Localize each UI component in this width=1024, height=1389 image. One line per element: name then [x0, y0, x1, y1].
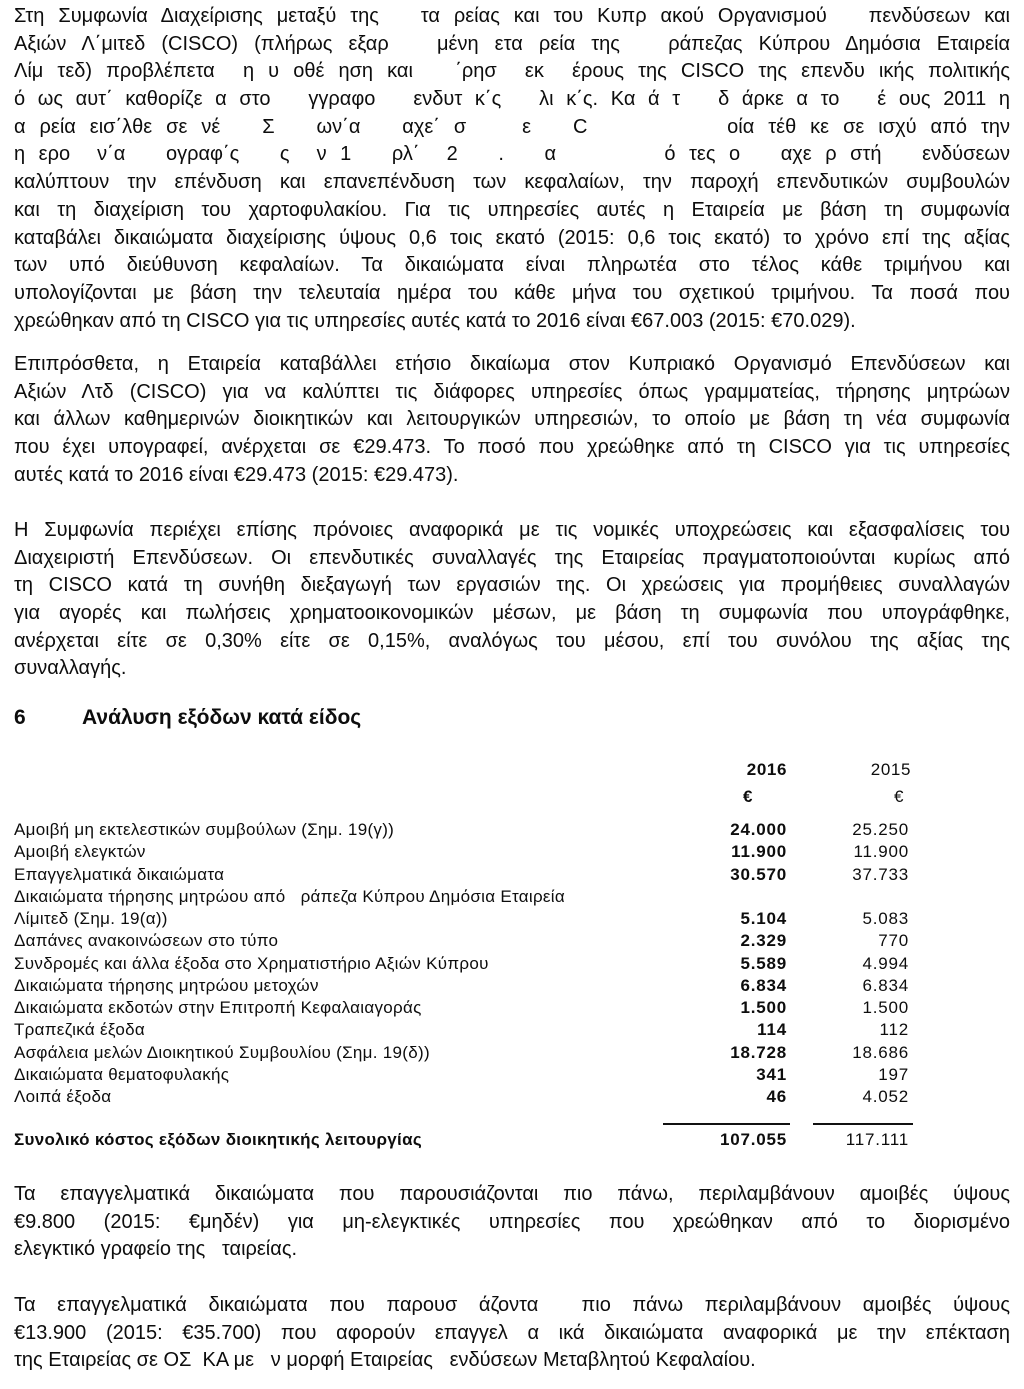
table-row	[14, 841, 1010, 863]
row-label: Δικαιώματα τήρησης μητρώου από ράπεζα Κύπρου Δημόσια Εταιρεία	[14, 886, 566, 906]
value-2015: 112	[879, 1020, 909, 1040]
paragraph-line: αυτές κατά το 2016 είναι €29.473 (2015: €29.473).	[14, 463, 459, 486]
column-header-2015: 2015	[870, 760, 911, 779]
value-2016: 1.500	[740, 998, 787, 1017]
value-2015: 770	[878, 931, 909, 951]
section-title: Ανάλυση εξόδων κατά είδος	[82, 706, 362, 729]
paragraph-line: και τη διαχείριση του χαρτοφυλακίου. Για τις υπηρεσίες αυτές η Εταιρεία με βάση τη συμφωνία	[14, 198, 1010, 221]
value-2016: 11.900	[731, 842, 787, 862]
table-row	[14, 1019, 1010, 1041]
currency-header-2016: €	[743, 787, 754, 806]
paragraph-line: υπολογίζονται με βάση την τελευταία ημέρα του κάθε μήνα του σχετικού τριμήνου. Τα ποσά που	[14, 281, 1010, 304]
column-currency-headers	[14, 787, 1010, 807]
paragraph-line: ελεγκτικό γραφείο της ταιρείας.	[14, 1238, 298, 1261]
table-row	[14, 953, 1010, 975]
value-2015: 11.900	[853, 842, 909, 862]
row-label: Λοιπά έξοδα	[14, 1087, 112, 1106]
table-row	[14, 1042, 1010, 1064]
paragraph-line: €13.900 (2015: €35.700) που αφορούν επαγγελ α ικά δικαιώματα αναφορικά με την επέκταση	[14, 1321, 1010, 1344]
total-label: Συνολικό κόστος εξόδων διοικητικής λειτουργίας	[14, 1130, 422, 1149]
section-heading	[14, 704, 1010, 732]
paragraph-line: Επιπρόσθετα, η Εταιρεία καταβάλλει ετήσιο δικαίωμα στον Κυπριακό Οργανισμό Επενδύσεων και	[14, 353, 1010, 375]
paragraph-line: καταβάλει δικαιώματα διαχείρισης ύψους 0,6 τοις εκατό (2015: 0,6 τοις εκατό) το χρόνο επί της αξίας	[14, 226, 1010, 249]
value-2016: 2.329	[740, 931, 787, 951]
row-label: Αμοιβή μη εκτελεστικών συμβούλων (Σημ. 19(γ))	[14, 820, 395, 839]
paragraph-line: Αξιών Λ΄μιτεδ (CISCO) (πλήρως εξαρ μένη ετα ρεία της ράπεζας Κύπρου Δημόσια Εταιρεία	[14, 32, 1010, 55]
column-year-headers	[14, 760, 1010, 780]
expense-table	[14, 819, 1010, 1108]
value-2016: 341	[756, 1064, 787, 1084]
paragraph-line: Τα επαγγελματικά δικαιώματα που παρουσ άζοντα πιο πάνω περιλαμβάνουν αμοιβές ύψους	[14, 1294, 1010, 1316]
table-row	[14, 886, 1010, 931]
paragraph-line: Η Συμφωνία περιέχει επίσης πρόνοιες αναφορικά με τις νομικές υποχρεώσεις και εξασφαλίσεις του	[14, 519, 1010, 541]
paragraph-line: α ρεία εισ΄λθε σε νέ Σ ων΄α αχε΄ σ ε C οία τέθ κε σε ισχύ από την	[14, 115, 1010, 138]
row-label: Επαγγελματικά δικαιώματα	[14, 864, 225, 884]
note-paragraph-expansion-fees	[14, 1292, 1010, 1375]
paragraph-line: καλύπτουν την επένδυση και επανεπένδυση των κεφαλαίων, την παροχή επενδυτικών συμβουλών	[14, 171, 1010, 194]
paragraph-line: ό ως αυτ΄ καθορίζε α στο γγραφο ενδυτ κ΄ς λι κ΄ς. Κα ά τ δ άρκε α το έ ους 2011 η	[14, 88, 1010, 111]
value-2015: 4.994	[862, 953, 909, 973]
paragraph-line: που έχει υπογραφεί, ανέρχεται σε €29.473. Το ποσό που χρεώθηκε από τη CISCO για τις υπηρεσίες	[14, 436, 1010, 459]
value-2016: 30.570	[730, 864, 787, 884]
total-row	[14, 1129, 1010, 1151]
paragraph-line: της Εταιρείας σε ΟΣ ΚΑ με ν μορφή Εταιρείας ενδύσεων Μεταβλητού Κεφαλαίου.	[14, 1349, 756, 1372]
section-number: 6	[14, 706, 26, 729]
row-label: Συνδρομές και άλλα έξοδα στο Χρηματιστήριο Αξιών Κύπρου	[14, 953, 489, 973]
value-2016: 6.834	[740, 975, 787, 995]
row-label: Ασφάλεια μελών Διοικητικού Συμβουλίου (Σημ. 19(δ))	[14, 1042, 430, 1062]
value-2015: 197	[878, 1064, 909, 1084]
row-label: Αμοιβή ελεγκτών	[14, 842, 146, 862]
row-label: Δικαιώματα εκδοτών στην Επιτροπή Κεφαλαιαγοράς	[14, 998, 422, 1017]
value-2016: 24.000	[730, 820, 787, 839]
body-paragraph-provisions	[14, 517, 1010, 683]
table-row	[14, 930, 1010, 952]
value-2015: 18.686	[852, 1042, 909, 1062]
paragraph-line: για αγορές και πωλήσεις χρηματοοικονομικών μέσων, με βάση τη συμφωνία που υπογράφθηκε,	[14, 602, 1010, 625]
paragraph-line: Διαχειριστή Επενδύσεων. Οι επενδυτικές συναλλαγές της Εταιρείας πραγματοποιούνται κυρίως από	[14, 546, 1010, 569]
value-2015: 1.500	[862, 998, 909, 1017]
body-paragraph-annual-fee	[14, 351, 1010, 489]
row-label: Δικαιώματα τήρησης μητρώου μετοχών	[14, 975, 319, 995]
body-paragraph-management-agreement	[14, 3, 1010, 335]
column-header-2016: 2016	[746, 760, 787, 779]
paragraph-line: Τα επαγγελματικά δικαιώματα που παρουσιάζονται πιο πάνω, περιλαμβάνουν αμοιβές ύψους	[14, 1183, 1010, 1205]
table-row	[14, 864, 1010, 886]
value-2015: 37.733	[852, 864, 909, 884]
paragraph-line: €9.800 (2015: €μηδέν) για μη-ελεγκτικές υπηρεσίες που χρεώθηκαν από το διορισμένο	[14, 1210, 1010, 1233]
value-2016: 5.589	[740, 953, 787, 973]
paragraph-line: η ερο ν΄α ογραφ΄ς ς ν 1 ρλ΄ 2 . α ό τες ο αχε ρ στή ενδύσεων	[14, 143, 1010, 166]
paragraph-line: συναλλαγής.	[14, 657, 127, 680]
table-row	[14, 975, 1010, 997]
paragraph-line: των υπό διεύθυνση κεφαλαίων. Τα δικαιώματα είναι πληρωτέα στο τέλος κάθε τριμήνου και	[14, 254, 1010, 277]
value-2015: 4.052	[862, 1087, 909, 1106]
row-label: Δικαιώματα θεματοφυλακής	[14, 1064, 230, 1084]
total-rule-2016	[663, 1123, 790, 1125]
value-2015: 5.083	[862, 909, 909, 928]
paragraph-line: χρεώθηκαν από τη CISCO για τις υπηρεσίες αυτές κατά το 2016 είναι €67.003 (2015: €70.029).	[14, 309, 856, 332]
paragraph-line: ανέρχεται είτε σε 0,30% είτε σε 0,15%, αναλόγως του μέσου, επί του συνόλου της αξίας της	[14, 629, 1010, 652]
row-label-continuation: Λίμιτεδ (Σημ. 19(α))	[14, 909, 168, 928]
table-row	[14, 997, 1010, 1019]
paragraph-line: Στη Συμφωνία Διαχείρισης μεταξύ της τα ρείας και του Κυπρ ακού Οργανισμού πενδύσεων και	[14, 5, 1010, 27]
table-row	[14, 1086, 1010, 1108]
value-2016: 114	[757, 1020, 787, 1040]
paragraph-line: και άλλων καθημερινών διοικητικών και λειτουργικών υπηρεσιών, το οποίο με βάση τη νέα συμφωνία	[14, 408, 1010, 431]
row-label: Τραπεζικά έξοδα	[14, 1020, 145, 1040]
row-label: Δαπάνες ανακοινώσεων στο τύπο	[14, 931, 279, 951]
total-value-2016: 107.055	[719, 1130, 787, 1149]
currency-header-2015: €	[894, 787, 905, 806]
value-2015: 6.834	[862, 975, 909, 995]
value-2016: 46	[766, 1087, 787, 1106]
value-2016: 5.104	[740, 909, 787, 928]
table-row	[14, 1064, 1010, 1086]
paragraph-line: τη CISCO κατά τη συνήθη διεξαγωγή των εργασιών της. Οι χρεώσεις για προμήθειες συναλλαγών	[14, 574, 1010, 597]
total-rule-2015	[813, 1123, 913, 1125]
paragraph-line: Αξιών Λτδ (CISCO) για να καλύπτει τις διάφορες υπηρεσίες όπως γραμματείας, τήρησης μητρώων	[14, 380, 1010, 403]
value-2016: 18.728	[730, 1042, 787, 1062]
total-value-2015: 117.111	[845, 1130, 909, 1149]
note-paragraph-non-audit-fees	[14, 1181, 1010, 1264]
table-row	[14, 819, 1010, 841]
value-2015: 25.250	[852, 820, 909, 839]
paragraph-line: Λίμ τεδ) προβλέπετα η υ οθέ ηση και ΄ρησ εκ έρους της CISCO της επενδυ ικής πολιτικής	[14, 60, 1010, 83]
